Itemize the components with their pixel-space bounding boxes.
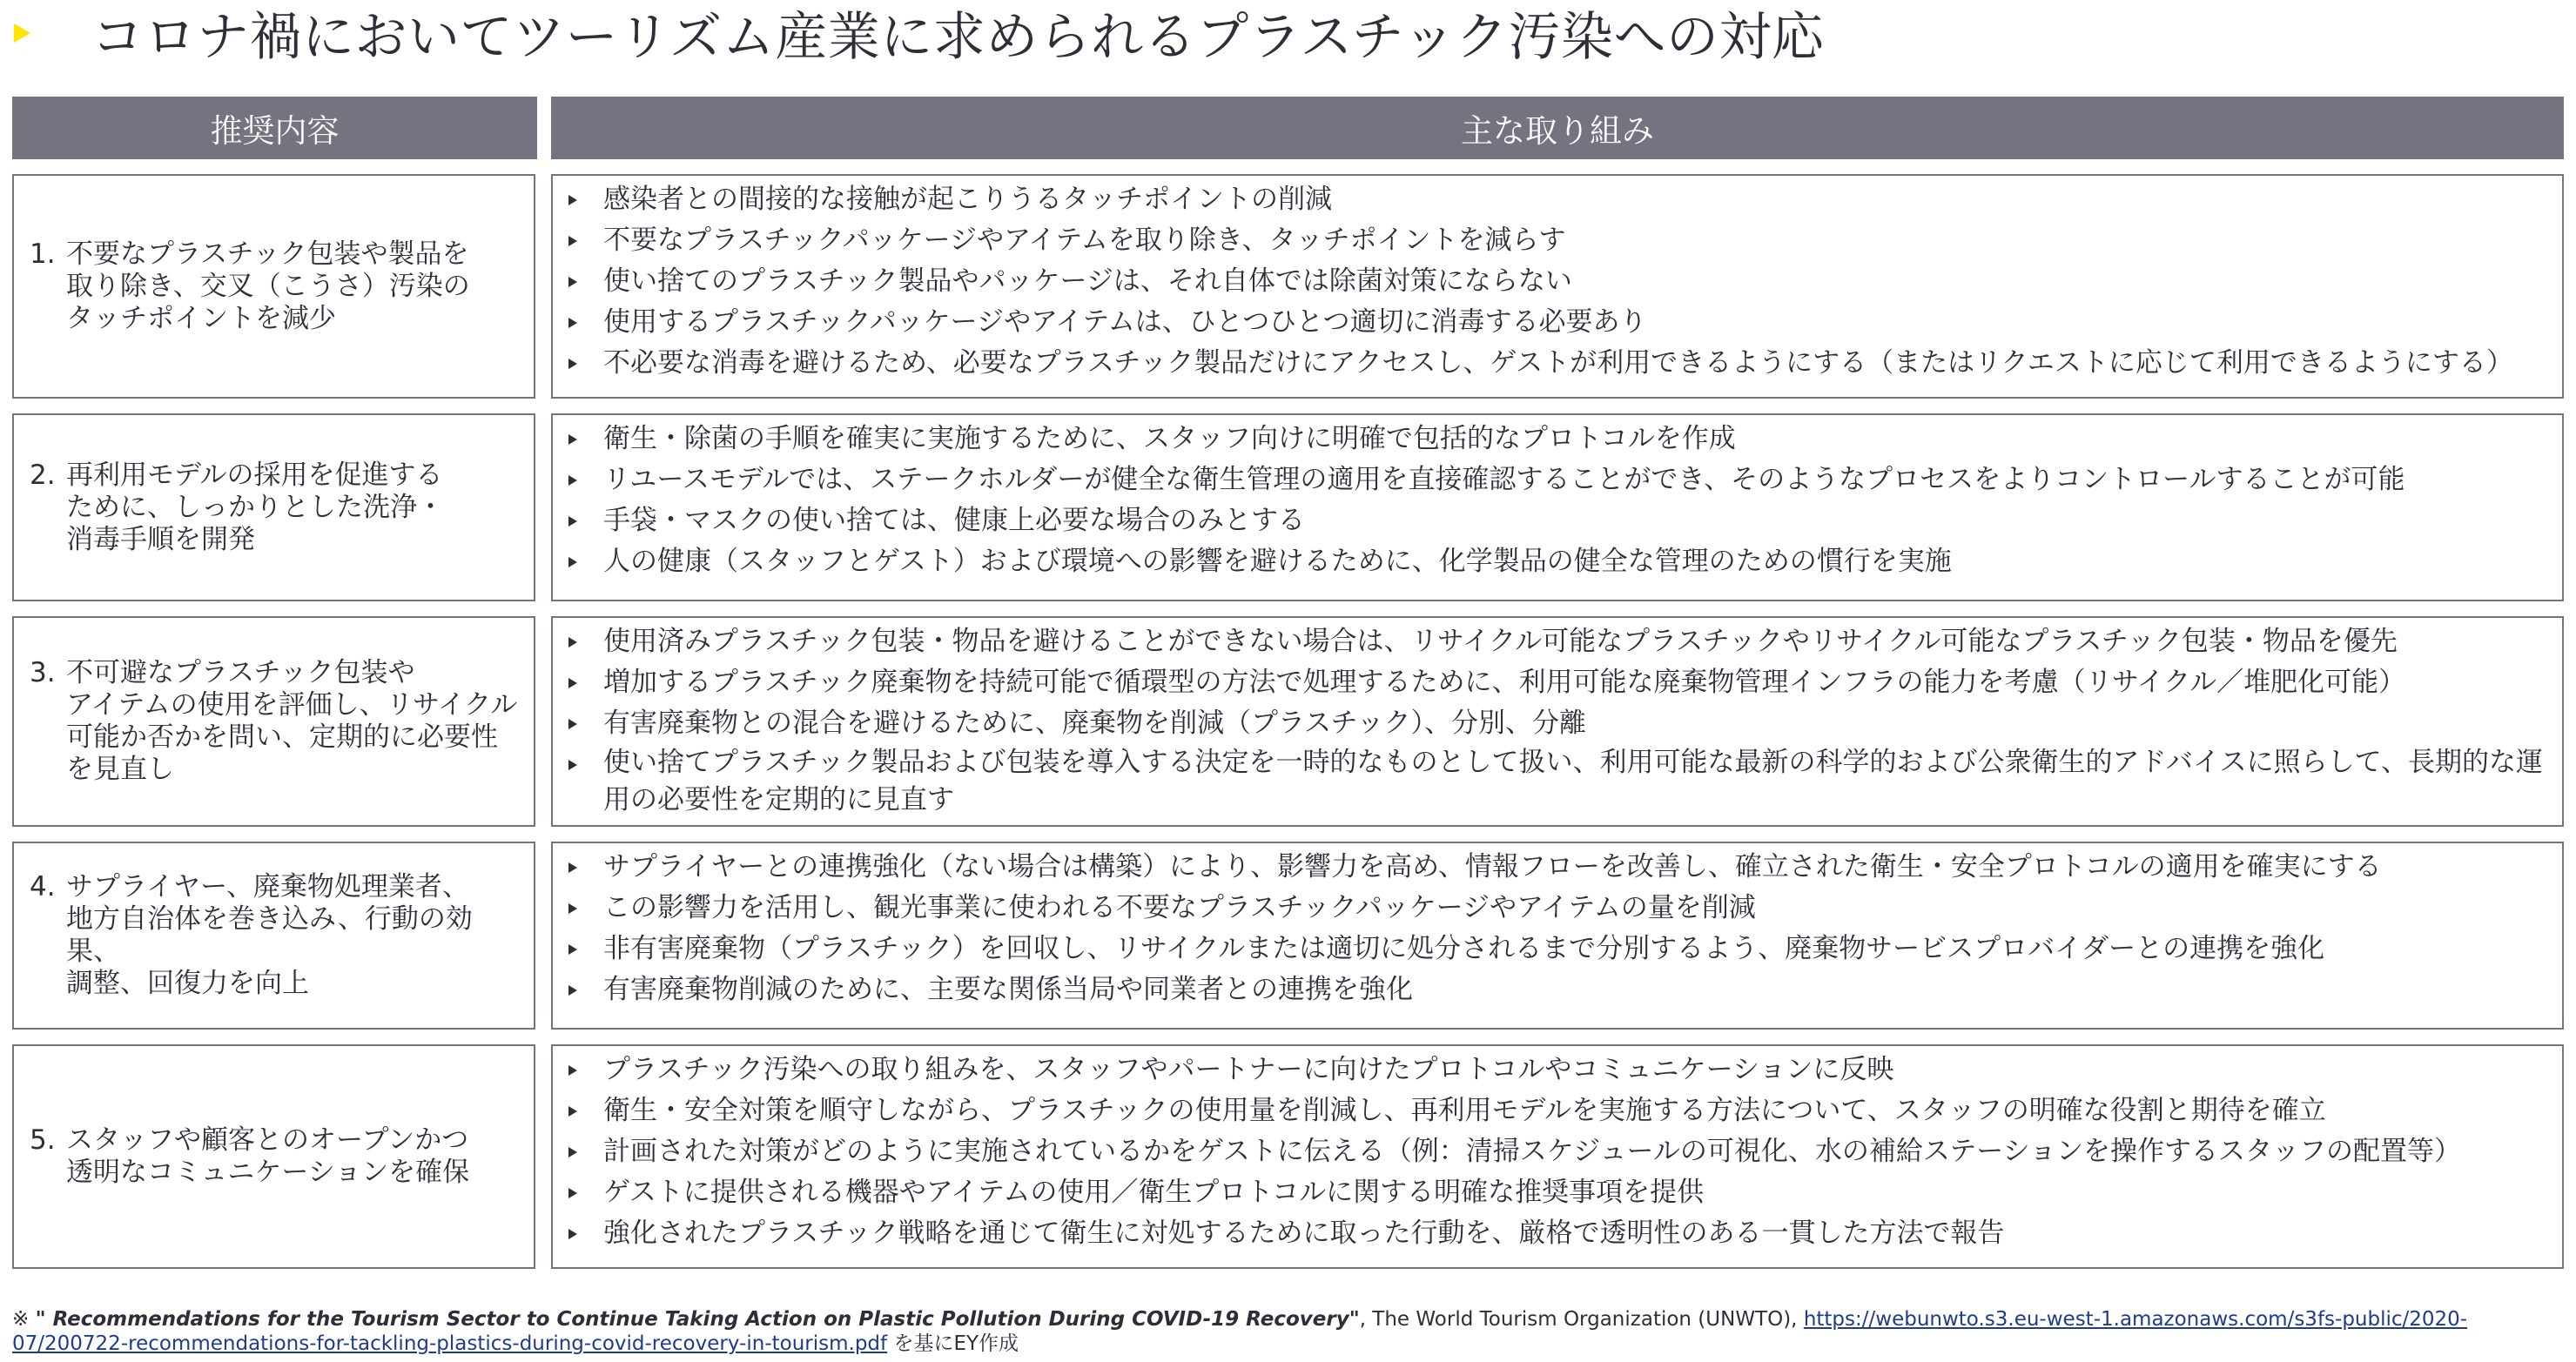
actions-cell bbox=[551, 1044, 2564, 1269]
source-organization: , The World Tourism Organization (UNWTO), bbox=[1359, 1308, 1804, 1331]
action-item: 使用済みプラスチック包装・物品を避けることができない場合は、リサイクル可能なプラスチックやリサイクル可能なプラスチック包装・物品を優先 bbox=[553, 621, 2562, 662]
header-actions: 主な取り組み bbox=[551, 97, 2564, 159]
action-item: 使い捨てプラスチック製品および包装を導入する決定を一時的なものとして扱い、利用可能な最新の科学的および公衆衛生的アドバイスに照らして、長期的な運用の必要性を定期的に見直す bbox=[553, 744, 2562, 819]
recommendation-cell bbox=[12, 413, 535, 601]
action-item: この影響力を活用し、観光事業に使われる不要なプラスチックパッケージやアイテムの量を削減 bbox=[553, 888, 2562, 929]
footnote-prefix: ※ bbox=[12, 1308, 36, 1331]
action-item: 有害廃棄物との混合を避けるために、廃棄物を削減（プラスチック）、分別、分離 bbox=[553, 703, 2562, 744]
action-item: 強化されたプラスチック戦略を通じて衛生に対処するために取った行動を、厳格で透明性のある一貫した方法で報告 bbox=[553, 1213, 2562, 1254]
recommendation-text: スタッフや顧客とのオープンかつ 透明なコミュニケーションを確保 bbox=[66, 1124, 470, 1188]
source-title: " Recommendations for the Tourism Sector to Continue Taking Action on Plastic Pollution During COVID-19 Recovery" bbox=[35, 1308, 1360, 1331]
source-footnote bbox=[12, 1307, 2554, 1356]
action-item: リユースモデルでは、ステークホルダーが健全な衛生管理の適用を直接確認することができ、そのようなプロセスをよりコントロールすることが可能 bbox=[553, 460, 2562, 500]
recommendation-cell bbox=[12, 174, 535, 399]
actions-cell bbox=[551, 616, 2564, 827]
actions-cell bbox=[551, 174, 2564, 399]
action-item: 手袋・マスクの使い捨ては、健康上必要な場合のみとする bbox=[553, 500, 2562, 541]
title-marker-icon bbox=[14, 23, 30, 43]
actions-cell bbox=[551, 842, 2564, 1030]
recommendation-text: 再利用モデルの採用を促進する ために、しっかりとした洗浄・ 消毒手順を開発 bbox=[66, 459, 444, 555]
title-row bbox=[10, 2, 1825, 68]
header-recommendation: 推奨内容 bbox=[12, 97, 537, 159]
recommendation-text: 不可避なプラスチック包装や アイテムの使用を評価し、リサイクル 可能か否かを問い、定期的に必要性 を見直し bbox=[66, 657, 518, 785]
table-row bbox=[12, 616, 2564, 827]
footnote-suffix: を基にEY作成 bbox=[887, 1332, 1019, 1355]
action-item: 感染者との間接的な接触が起こりうるタッチポイントの削減 bbox=[553, 179, 2562, 220]
table-row bbox=[12, 174, 2564, 399]
action-item: 使い捨てのプラスチック製品やパッケージは、それ自体では除菌対策にならない bbox=[553, 261, 2562, 302]
action-item: 使用するプラスチックパッケージやアイテムは、ひとつひとつ適切に消毒する必要あり bbox=[553, 302, 2562, 343]
table-row bbox=[12, 1044, 2564, 1269]
recommendation-number: 2. bbox=[30, 459, 56, 491]
action-item: 非有害廃棄物（プラスチック）を回収し、リサイクルまたは適切に処分されるまで分別するよう、廃棄物サービスプロバイダーとの連携を強化 bbox=[553, 929, 2562, 970]
action-item: サプライヤーとの連携強化（ない場合は構築）により、影響力を高め、情報フローを改善し、確立された衛生・安全プロトコルの適用を確実にする bbox=[553, 847, 2562, 888]
action-item: 衛生・安全対策を順守しながら、プラスチックの使用量を削減し、再利用モデルを実施する方法について、スタッフの明確な役割と期待を確立 bbox=[553, 1090, 2562, 1131]
action-item: 計画された対策がどのように実施されているかをゲストに伝える（例：清掃スケジュールの可視化、水の補給ステーションを操作するスタッフの配置等） bbox=[553, 1131, 2562, 1172]
page-title: コロナ禍においてツーリズム産業に求められるプラスチック汚染への対応 bbox=[91, 7, 1825, 68]
action-item: 不必要な消毒を避けるため、必要なプラスチック製品だけにアクセスし、ゲストが利用できるようにする（またはリクエストに応じて利用できるようにする） bbox=[553, 343, 2562, 384]
action-item: 衛生・除菌の手順を確実に実施するために、スタッフ向けに明確で包括的なプロトコルを作成 bbox=[553, 419, 2562, 460]
action-item: 増加するプラスチック廃棄物を持続可能で循環型の方法で処理するために、利用可能な廃棄物管理インフラの能力を考慮（リサイクル／堆肥化可能） bbox=[553, 662, 2562, 703]
recommendation-number: 5. bbox=[30, 1124, 56, 1156]
actions-cell bbox=[551, 413, 2564, 601]
source-link[interactable]: https://webunwto.s3.eu-west-1.amazonaws.com/s3fs-public/2020-07/200722-recommendations-for-tackling-plastics-during-covid-recovery-in-tourism.pdf bbox=[12, 1308, 2468, 1355]
action-item: 有害廃棄物削減のために、主要な関係当局や同業者との連携を強化 bbox=[553, 970, 2562, 1010]
action-item: 人の健康（スタッフとゲスト）および環境への影響を避けるために、化学製品の健全な管理のための慣行を実施 bbox=[553, 541, 2562, 582]
table-row bbox=[12, 842, 2564, 1030]
recommendation-number: 4. bbox=[30, 871, 56, 902]
table-row bbox=[12, 413, 2564, 601]
recommendation-text: サプライヤー、廃棄物処理業者、 地方自治体を巻き込み、行動の効果、 調整、回復力を向上 bbox=[66, 871, 473, 999]
action-item: ゲストに提供される機器やアイテムの使用／衛生プロトコルに関する明確な推奨事項を提供 bbox=[553, 1172, 2562, 1213]
recommendation-number: 3. bbox=[30, 657, 56, 688]
action-item: 不要なプラスチックパッケージやアイテムを取り除き、タッチポイントを減らす bbox=[553, 220, 2562, 261]
recommendation-cell bbox=[12, 616, 535, 827]
recommendation-cell bbox=[12, 1044, 535, 1269]
action-item: プラスチック汚染への取り組みを、スタッフやパートナーに向けたプロトコルやコミュニケーションに反映 bbox=[553, 1050, 2562, 1090]
recommendation-text: 不要なプラスチック包装や製品を 取り除き、交叉（こうさ）汚染の タッチポイントを減少 bbox=[66, 238, 470, 334]
recommendation-number: 1. bbox=[30, 238, 56, 270]
recommendation-cell bbox=[12, 842, 535, 1030]
